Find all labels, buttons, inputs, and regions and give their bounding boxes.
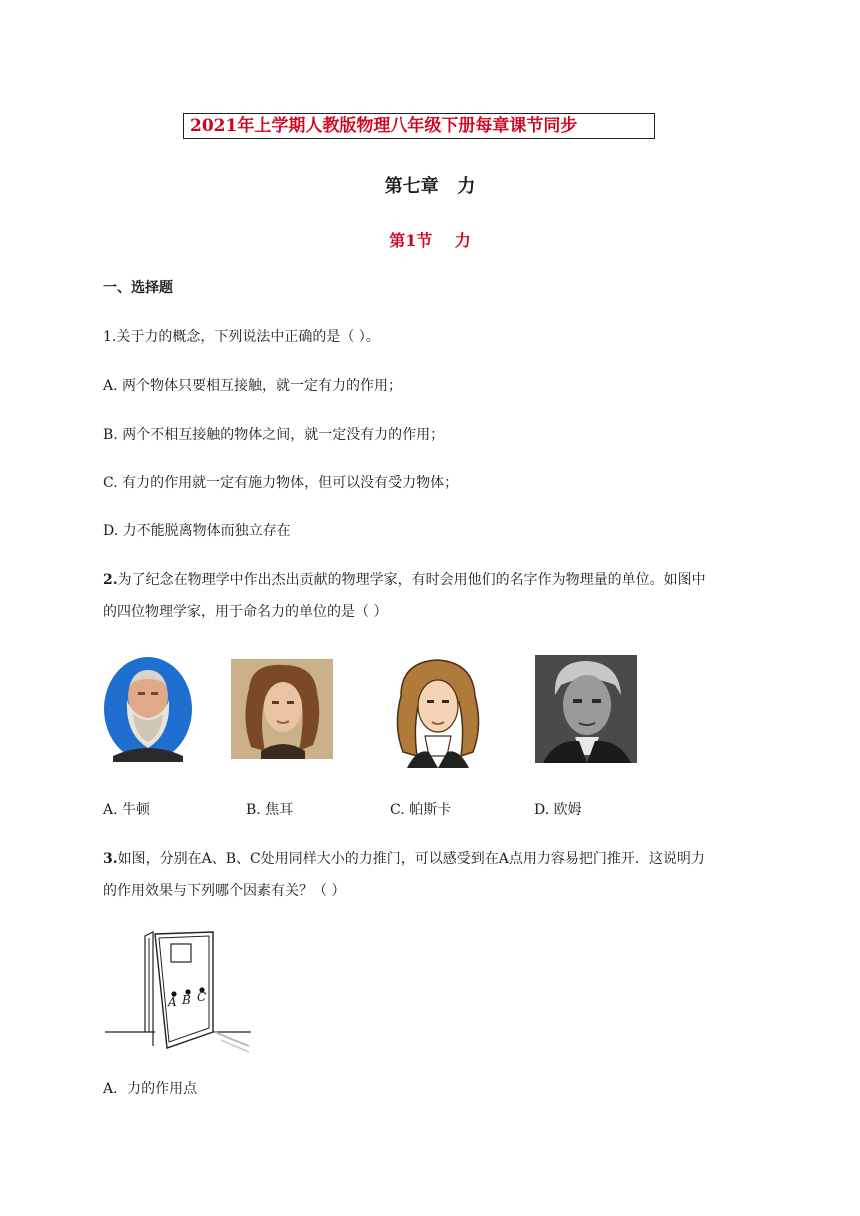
question-3-stem-text: 如图，分别在A、B、C处用同样大小的力推门，可以感受到在A点用力容易把门推开．这说明力: [117, 851, 705, 867]
question-2-option-b: B. 焦耳: [246, 802, 294, 818]
portrait-image-3: [387, 656, 489, 768]
door-label-b: B: [182, 993, 191, 1007]
question-1-option-b: B. 两个不相互接触的物体之间，就一定没有力的作用；: [103, 427, 445, 443]
question-1-option-d: D. 力不能脱离物体而独立存在: [103, 523, 291, 539]
question-3-number: 3.: [103, 851, 118, 867]
portrait-image-4: [535, 655, 637, 763]
question-1-option-a: A. 两个物体只要相互接触，就一定有力的作用；: [103, 378, 403, 394]
question-2-option-d: D. 欧姆: [534, 802, 582, 818]
question-3-stem-line-1: [103, 848, 705, 868]
chapter-title: 第七章 力: [384, 176, 476, 197]
question-2-stem-text: 为了纪念在物理学中作出杰出贡献的物理学家，有时会用他们的名字作为物理量的单位。如图中: [117, 572, 706, 588]
question-2-option-a: A. 牛顿: [103, 802, 151, 818]
question-2-stem-line-1: [103, 569, 706, 589]
document-banner: 2021年上学期人教版物理八年级下册每章课节同步: [183, 113, 655, 139]
door-label-c: C: [197, 990, 207, 1004]
question-2-number: 2.: [103, 572, 118, 588]
door-label-a: A: [168, 995, 177, 1009]
question-3-option-a: A．力的作用点: [103, 1081, 198, 1097]
portrait-image-2: [231, 659, 333, 759]
question-2-stem-line-2: 的四位物理学家，用于命名力的单位的是（ ）: [103, 604, 388, 620]
part-heading: 一、选择题: [103, 280, 173, 296]
portrait-image-1: [103, 656, 193, 762]
question-2-option-c: C. 帕斯卡: [390, 802, 452, 818]
question-1-stem: 1.关于力的概念，下列说法中正确的是（ ）。: [103, 329, 380, 345]
section-title: 第1节 力: [389, 231, 471, 250]
question-1-option-c: C. 有力的作用就一定有施力物体，但可以没有受力物体；: [103, 475, 459, 491]
door-diagram: [103, 928, 253, 1056]
question-3-stem-line-2: 的作用效果与下列哪个因素有关？（ ）: [103, 883, 346, 899]
